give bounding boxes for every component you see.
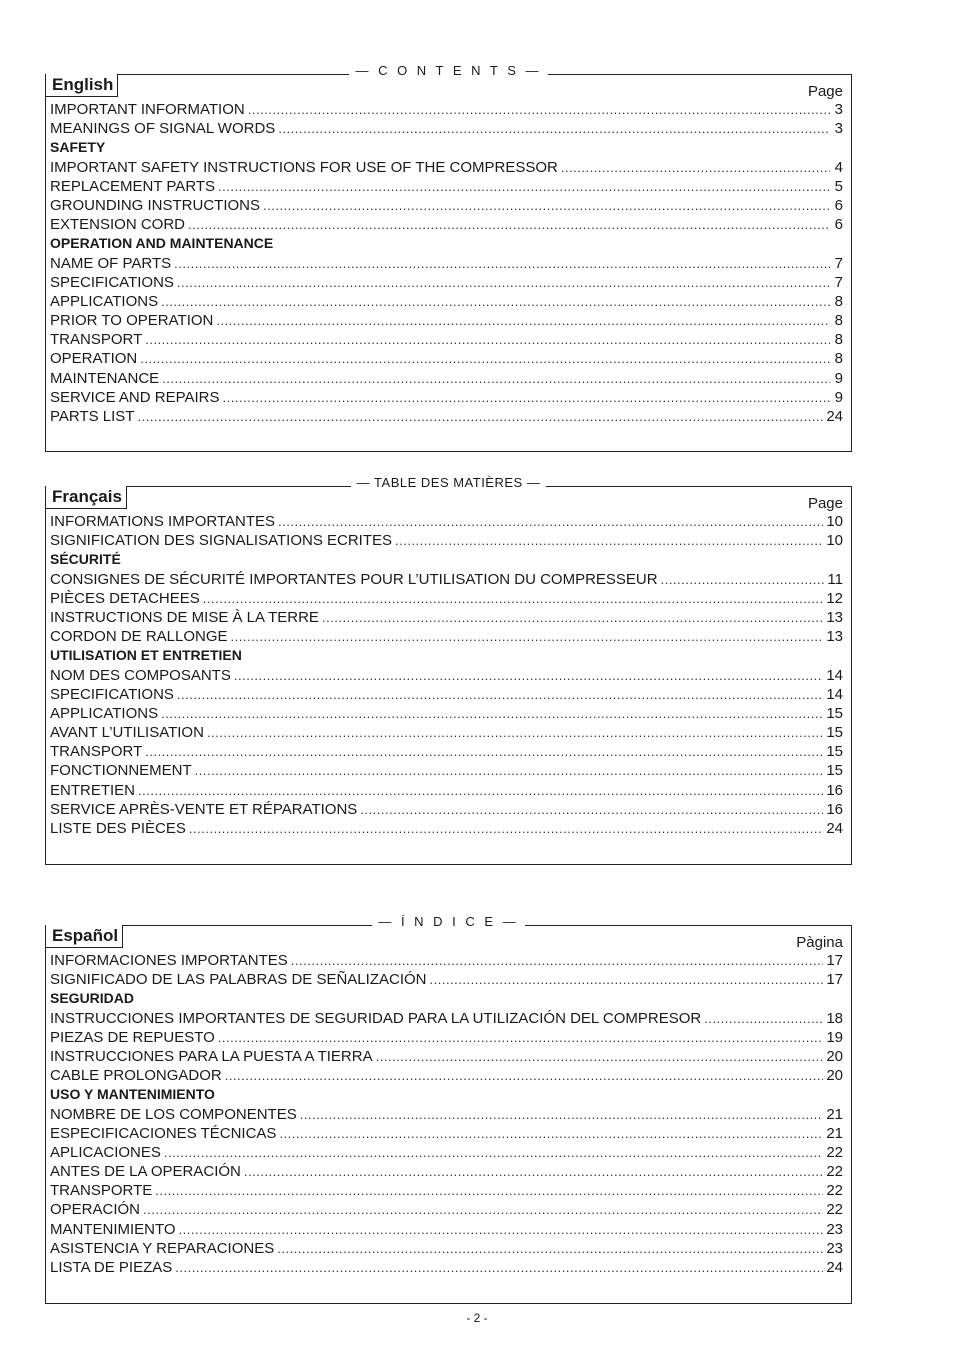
leader-dots	[395, 533, 823, 548]
leader-dots	[231, 629, 824, 644]
toc-entry	[50, 1182, 843, 1201]
leader-dots	[216, 313, 830, 328]
toc-section-francais	[45, 475, 852, 865]
page-column-label: Page	[807, 495, 843, 512]
entry-page-number: 9	[834, 369, 843, 387]
toc-group-header	[50, 1086, 843, 1105]
toc-entry	[50, 1125, 843, 1144]
entry-page-number: 20	[826, 1047, 843, 1065]
entry-page-number: 21	[826, 1105, 843, 1123]
leader-dots	[430, 972, 824, 987]
leader-dots	[174, 256, 830, 271]
group-title: UTILISATION ET ENTRETIEN	[50, 647, 242, 664]
entry-title: MEANINGS OF SIGNAL WORDS	[50, 120, 276, 138]
toc-entry	[50, 1163, 843, 1182]
entry-page-number: 12	[826, 589, 843, 607]
entry-page-number: 22	[826, 1201, 843, 1219]
toc-group-header	[50, 235, 843, 254]
entry-title: PARTS LIST	[50, 408, 135, 425]
entry-page-number: 10	[826, 532, 843, 550]
entry-page-number: 15	[826, 762, 843, 780]
toc-entry	[50, 609, 843, 628]
entry-title: INFORMACIONES IMPORTANTES	[50, 952, 288, 969]
toc-entry	[50, 1010, 843, 1029]
leader-dots	[661, 572, 825, 587]
toc-entry	[50, 350, 843, 369]
toc-section-espanol	[45, 914, 852, 1304]
toc-entry	[50, 1221, 843, 1240]
entry-page-number: 22	[826, 1163, 843, 1181]
leader-dots	[218, 179, 830, 194]
leader-dots	[234, 668, 823, 683]
entry-page-number: 20	[826, 1067, 843, 1085]
entry-title: ANTES DE LA OPERACIÓN	[50, 1163, 241, 1181]
entry-title: ASISTENCIA Y REPARACIONES	[50, 1239, 275, 1257]
entry-title: INFORMATIONS IMPORTANTES	[50, 513, 276, 530]
toc-entry	[50, 331, 843, 350]
entry-page-number: 24	[826, 820, 843, 837]
toc-entries	[50, 513, 843, 839]
toc-entry	[50, 1106, 843, 1125]
section-heading-text: — Í N D I C E —	[372, 914, 524, 929]
entry-title: SERVICE AND REPAIRS	[50, 388, 220, 406]
entry-page-number: 14	[826, 685, 843, 703]
entry-page-number: 9	[834, 388, 843, 406]
toc-entry	[50, 1048, 843, 1067]
toc-entry	[50, 667, 843, 686]
entry-title: PIEZAS DE REPUESTO	[50, 1028, 215, 1046]
entry-title: SPECIFICATIONS	[50, 685, 174, 703]
leader-dots	[155, 1183, 823, 1198]
toc-entry	[50, 628, 843, 647]
entry-page-number: 23	[826, 1239, 843, 1257]
leader-dots	[189, 821, 823, 836]
entry-title: LISTA DE PIEZAS	[50, 1259, 173, 1276]
leader-dots	[177, 275, 830, 290]
toc-entry	[50, 705, 843, 724]
toc-entry	[50, 389, 843, 408]
entry-page-number: 5	[834, 177, 843, 195]
leader-dots	[291, 953, 824, 968]
group-title: OPERATION AND MAINTENANCE	[50, 235, 274, 252]
toc-entry	[50, 120, 843, 139]
entry-title: SIGNIFICATION DES SIGNALISATIONS ECRITES	[50, 532, 392, 550]
entry-page-number: 6	[834, 216, 843, 234]
group-title: SEGURIDAD	[50, 990, 135, 1007]
leader-dots	[277, 1241, 823, 1256]
leader-dots	[140, 351, 830, 366]
language-label: Español	[46, 925, 123, 948]
heading-rule-left	[124, 925, 369, 926]
toc-entry	[50, 216, 843, 235]
entry-title: INSTRUCCIONES IMPORTANTES DE SEGURIDAD PARA LA UTILIZACIÓN DEL COMPRESOR	[50, 1009, 702, 1027]
entry-title: EXTENSION CORD	[50, 216, 186, 234]
entry-title: GROUNDING INSTRUCTIONS	[50, 196, 260, 214]
leader-dots	[177, 687, 823, 702]
entry-title: ESPECIFICACIONES TÉCNICAS	[50, 1124, 277, 1142]
toc-entry	[50, 159, 843, 178]
leader-dots	[143, 1202, 823, 1217]
entry-title: FONCTIONNEMENT	[50, 762, 192, 780]
toc-entry	[50, 408, 843, 427]
entry-page-number: 22	[826, 1143, 843, 1161]
entry-page-number: 13	[826, 608, 843, 626]
entry-page-number: 4	[834, 158, 843, 176]
leader-dots	[300, 1107, 824, 1122]
leader-dots	[145, 332, 830, 347]
heading-rule-left	[119, 74, 346, 75]
entry-title: APLICACIONES	[50, 1143, 161, 1161]
toc-entries	[50, 101, 843, 427]
entry-page-number: 7	[834, 273, 843, 291]
entry-title: APPLICATIONS	[50, 704, 159, 722]
leader-dots	[218, 1030, 824, 1045]
toc-section-english	[45, 63, 852, 452]
toc-entry	[50, 532, 843, 551]
entry-page-number: 24	[826, 408, 843, 425]
toc-entry	[50, 686, 843, 705]
page-column-label: Page	[807, 83, 843, 100]
toc-entry	[50, 1240, 843, 1259]
entry-page-number: 19	[826, 1028, 843, 1046]
entry-title: SERVICE APRÈS-VENTE ET RÉPARATIONS	[50, 800, 358, 818]
entry-title: PIÈCES DETACHEES	[50, 589, 200, 607]
toc-entry	[50, 293, 843, 312]
entry-title: PRIOR TO OPERATION	[50, 312, 214, 330]
toc-entry	[50, 274, 843, 293]
entry-page-number: 10	[826, 513, 843, 530]
toc-entry	[50, 820, 843, 839]
toc-group-header	[50, 990, 843, 1009]
toc-entry	[50, 724, 843, 743]
leader-dots	[175, 1260, 823, 1275]
entry-title: NOMBRE DE LOS COMPONENTES	[50, 1105, 297, 1123]
toc-entry	[50, 952, 843, 971]
leader-dots	[376, 1049, 824, 1064]
entry-page-number: 17	[826, 971, 843, 989]
entry-page-number: 15	[826, 704, 843, 722]
entry-title: MANTENIMIENTO	[50, 1220, 176, 1238]
entry-page-number: 17	[826, 952, 843, 969]
entry-title: INSTRUCCIONES PARA LA PUESTA A TIERRA	[50, 1047, 373, 1065]
leader-dots	[179, 1222, 824, 1237]
entry-title: IMPORTANT SAFETY INSTRUCTIONS FOR USE OF THE COMPRESSOR	[50, 158, 558, 176]
entry-title: REPLACEMENT PARTS	[50, 177, 216, 195]
leader-dots	[244, 1164, 823, 1179]
leader-dots	[161, 706, 823, 721]
entry-page-number: 24	[826, 1259, 843, 1276]
leader-dots	[223, 390, 831, 405]
leader-dots	[188, 217, 830, 232]
leader-dots	[138, 783, 823, 798]
entry-title: TRANSPORT	[50, 331, 143, 349]
entry-page-number: 8	[834, 312, 843, 330]
entry-title: TRANSPORT	[50, 743, 143, 761]
language-label: English	[46, 74, 118, 97]
section-heading-text: — TABLE DES MATIÈRES —	[351, 475, 547, 490]
entry-page-number: 7	[834, 254, 843, 272]
page-column-label: Pàgina	[796, 934, 843, 951]
section-heading	[46, 62, 851, 82]
entry-title: OPERATION	[50, 350, 138, 368]
toc-entry	[50, 1201, 843, 1220]
entry-page-number: 23	[826, 1220, 843, 1238]
group-title: USO Y MANTENIMIENTO	[50, 1086, 215, 1103]
entry-page-number: 16	[826, 800, 843, 818]
leader-dots	[164, 1145, 823, 1160]
entry-page-number: 3	[834, 101, 843, 118]
toc-group-header	[50, 139, 843, 158]
leader-dots	[322, 610, 823, 625]
toc-entry	[50, 1029, 843, 1048]
entry-page-number: 8	[834, 331, 843, 349]
leader-dots	[207, 725, 823, 740]
leader-dots	[145, 744, 823, 759]
leader-dots	[248, 102, 830, 117]
group-title: SÉCURITÉ	[50, 551, 121, 568]
toc-entry	[50, 971, 843, 990]
toc-group-header	[50, 647, 843, 666]
section-heading	[46, 474, 851, 494]
toc-entry	[50, 312, 843, 331]
heading-rule-left	[128, 486, 348, 487]
entry-title: CORDON DE RALLONGE	[50, 628, 228, 646]
entry-title: INSTRUCTIONS DE MISE À LA TERRE	[50, 608, 319, 626]
entry-title: NOM DES COMPOSANTS	[50, 666, 231, 684]
toc-entry	[50, 743, 843, 762]
entry-title: NAME OF PARTS	[50, 254, 172, 272]
toc-entry	[50, 1144, 843, 1163]
leader-dots	[263, 198, 830, 213]
toc-entry	[50, 513, 843, 532]
entry-title: CONSIGNES DE SÉCURITÉ IMPORTANTES POUR L’UTILISATION DU COMPRESSEUR	[50, 570, 658, 588]
leader-dots	[225, 1068, 824, 1083]
entry-page-number: 13	[826, 628, 843, 646]
leader-dots	[704, 1011, 823, 1026]
entry-page-number: 15	[826, 743, 843, 761]
entry-title: SIGNIFICADO DE LAS PALABRAS DE SEÑALIZACIÓN	[50, 971, 427, 989]
entry-page-number: 8	[834, 292, 843, 310]
entry-page-number: 22	[826, 1182, 843, 1200]
entry-page-number: 3	[834, 120, 843, 138]
toc-entry	[50, 590, 843, 609]
group-title: SAFETY	[50, 139, 106, 156]
entry-page-number: 8	[834, 350, 843, 368]
page-number-footer: - 2 -	[466, 1311, 488, 1325]
toc-entry	[50, 762, 843, 781]
entry-title: MAINTENANCE	[50, 369, 160, 387]
entry-page-number: 11	[827, 570, 843, 588]
toc-entry	[50, 197, 843, 216]
entry-title: CABLE PROLONGADOR	[50, 1067, 222, 1085]
entry-title: APPLICATIONS	[50, 292, 159, 310]
leader-dots	[137, 409, 823, 424]
entry-page-number: 16	[826, 781, 843, 799]
toc-group-header	[50, 551, 843, 570]
entry-page-number: 21	[826, 1124, 843, 1142]
leader-dots	[203, 591, 824, 606]
leader-dots	[278, 514, 823, 529]
entry-page-number: 15	[826, 724, 843, 742]
leader-dots	[162, 371, 830, 386]
toc-entry	[50, 255, 843, 274]
entry-title: IMPORTANT INFORMATION	[50, 101, 245, 118]
leader-dots	[161, 294, 830, 309]
toc-entry	[50, 370, 843, 389]
entry-title: AVANT L’UTILISATION	[50, 724, 204, 742]
entry-title: LISTE DES PIÈCES	[50, 820, 186, 837]
section-heading-text: — C O N T E N T S —	[349, 63, 547, 78]
leader-dots	[278, 121, 830, 136]
entry-page-number: 6	[834, 196, 843, 214]
entry-title: OPERACIÓN	[50, 1201, 141, 1219]
entry-page-number: 18	[826, 1009, 843, 1027]
toc-entry	[50, 1067, 843, 1086]
entry-page-number: 14	[826, 666, 843, 684]
toc-entry	[50, 101, 843, 120]
toc-entry	[50, 1259, 843, 1278]
entry-title: ENTRETIEN	[50, 781, 136, 799]
language-label: Français	[46, 486, 127, 509]
toc-entry	[50, 782, 843, 801]
section-heading	[46, 913, 851, 933]
entry-title: TRANSPORTE	[50, 1182, 153, 1200]
toc-entry	[50, 178, 843, 197]
toc-entry	[50, 571, 843, 590]
leader-dots	[195, 763, 824, 778]
toc-entry	[50, 801, 843, 820]
toc-entries	[50, 952, 843, 1278]
entry-title: SPECIFICATIONS	[50, 273, 174, 291]
leader-dots	[561, 160, 830, 175]
leader-dots	[279, 1126, 823, 1141]
leader-dots	[360, 802, 823, 817]
